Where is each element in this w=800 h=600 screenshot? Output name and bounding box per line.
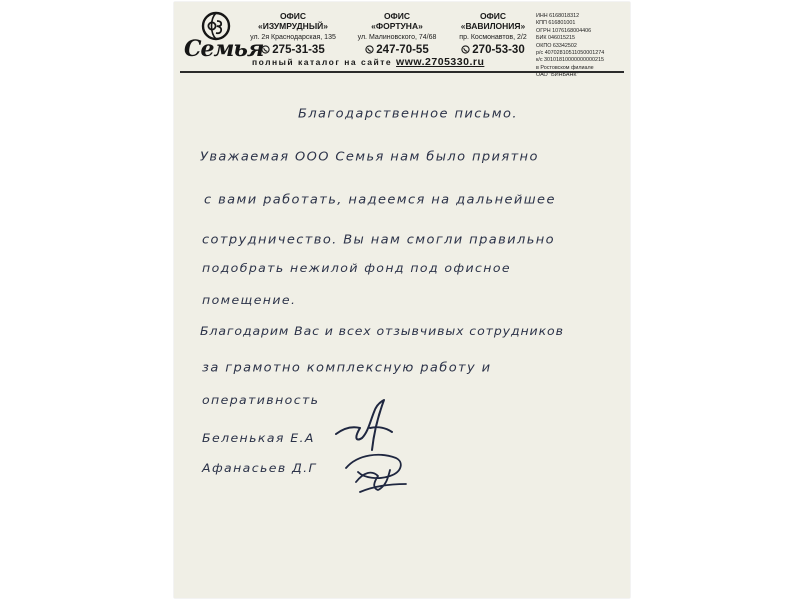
office-name: «ФОРТУНА»: [371, 21, 423, 31]
company-requisites: [536, 13, 628, 80]
office-phone: 247-70-55: [376, 44, 429, 56]
requisite-line: БИК 046015215: [536, 35, 576, 42]
letter-line: Уважаемая ООО Семья нам было приятно: [200, 150, 539, 164]
phone-icon: [261, 45, 270, 54]
office-title: ОФИС: [279, 11, 307, 21]
phone-icon: [365, 45, 374, 54]
letter-line: оперативность: [202, 393, 320, 407]
office-name: «ВАВИЛОНИЯ»: [460, 21, 526, 31]
requisite-line: КПП 616801001: [536, 20, 576, 27]
catalog-url: www.2705330.ru: [396, 56, 485, 68]
letter-line: подобрать нежилой фонд под офисное: [202, 261, 512, 275]
catalog-line: [252, 56, 532, 68]
brand-name: Семья: [184, 36, 264, 62]
letter-line: сотрудничество. Вы нам смогли правильно: [202, 233, 556, 247]
requisite-line: к/с 30101810000000000215: [536, 57, 605, 64]
signatory-name: Беленькая Е.А: [202, 431, 315, 445]
office-name: «ИЗУМРУДНЫЙ»: [258, 21, 328, 31]
requisite-line: р/с 40702810511050001274: [536, 50, 605, 57]
letter-line: с вами работать, надеемся на дальнейшее: [204, 193, 556, 207]
catalog-text: полный каталог на сайте: [252, 57, 393, 67]
letter-line: за грамотно комплексную работу и: [202, 361, 492, 375]
office-vavilonia: [446, 11, 540, 57]
letter-page: [174, 2, 630, 598]
requisite-line: ИНН 6168018312: [536, 13, 580, 19]
company-logo: [184, 10, 264, 70]
handwritten-signature-2: [338, 448, 414, 500]
office-address: ул. Малиновского, 74/68: [357, 34, 437, 41]
letterhead-divider: [180, 71, 624, 73]
office-phone: 270-53-30: [472, 44, 525, 56]
office-address: ул. 2я Краснодарская, 135: [250, 34, 336, 41]
office-address: пр. Космонавтов, 2/2: [459, 34, 527, 41]
letter-line: помещение.: [202, 293, 297, 307]
office-title: ОФИС: [479, 11, 507, 21]
signatory-name: Афанасьев Д.Г: [202, 461, 317, 475]
office-izumrudny: [246, 11, 340, 57]
requisite-line: ОГРН 1076168004406: [536, 27, 592, 34]
requisite-line: ОКПО 63342502: [536, 42, 577, 49]
phone-icon: [461, 45, 470, 54]
office-title: ОФИС: [383, 11, 411, 21]
requisite-line: ОАО "БИНБАНК": [536, 72, 579, 79]
requisite-line: в Ростовском филиале: [536, 64, 594, 71]
office-phone: 275-31-35: [272, 44, 325, 56]
letter-title: Благодарственное письмо.: [298, 107, 518, 121]
letter-line: Благодарим Вас и всех отзывчивых сотрудников: [200, 324, 564, 338]
office-fortuna: [350, 11, 444, 57]
